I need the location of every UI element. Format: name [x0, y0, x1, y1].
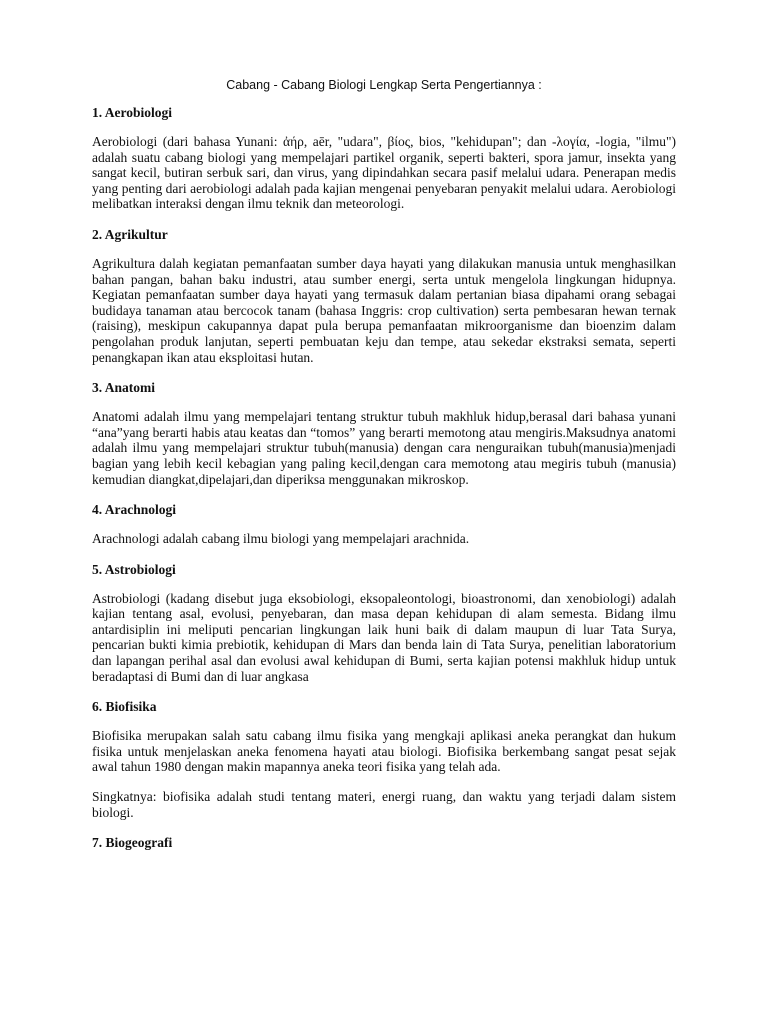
section-heading: 2. Agrikultur	[92, 226, 168, 242]
section-aerobiologi	[92, 104, 676, 212]
section-heading: 3. Anatomi	[92, 380, 156, 396]
section-paragraph: Singkatnya: biofisika adalah studi tentang materi, energi ruang, dan waktu yang terjadi dalam sistem biologi.	[92, 789, 676, 820]
document-title: Cabang - Cabang Biologi Lengkap Serta Pengertiannya :	[226, 78, 542, 92]
document-body	[92, 104, 676, 864]
section-paragraph: Agrikultura dalah kegiatan pemanfaatan sumber daya hayati yang dilakukan manusia untuk menghasilkan bahan pangan, bahan baku industri, atau sumber energi, serta untuk mengelola lingkungan hidupnya. Kegiatan pemanfaatan sumber daya hayati yang termasuk dalam pertanian biasa dipahami orang sebagai budidaya tanaman atau bercocok tanam (bahasa Inggris: crop cultivation) serta pembesaran hewan ternak (raising), meskipun cakupannya dapat pula berupa pemanfaatan mikroorganisme dan bioenzim dalam pengolahan produk lanjutan, seperti pembuatan keju dan tempe, atau sekedar ekstraksi semata, seperti penangkapan ikan atau eksploitasi hutan.	[92, 255, 676, 365]
section-biogeografi	[92, 834, 676, 851]
section-paragraph: Anatomi adalah ilmu yang mempelajari tentang struktur tubuh makhluk hidup,berasal dari bahasa yunani “ana”yang berarti habis atau keatas dan “tomos” yang berarti memotong atau mengiris.Maksudnya anatomi adalah ilmu yang mempelajari struktur tubuh(manusia) dengan cara nenguraikan tubuh(manusia)menjadi bagian yang lebih kecil kebagian yang paling kecil,dengan cara memotong atau megiris tubuh (manusia) kemudian diangkat,dipelajari,dan diperiksa menggunakan mikroskop.	[92, 409, 676, 487]
section-heading: 4. Arachnologi	[92, 502, 177, 518]
section-heading: 5. Astrobiologi	[92, 561, 176, 577]
section-heading: 7. Biogeografi	[92, 835, 173, 851]
section-biofisika	[92, 698, 676, 820]
section-paragraph: Aerobiologi (dari bahasa Yunani: ἀήρ, aēr, "udara", βίος, bios, "kehidupan"; dan -λογία, -logia, "ilmu") adalah suatu cabang biologi yang mempelajari partikel organik, seperti bakteri, spora jamur, insekta yang sangat kecil, butiran serbuk sari, dan virus, yang dipindahkan secara pasif melalui udara. Penerapan medis yang penting dari aerobiologi adalah pada kajian mengenai penyebaran penyakit melalui udara. Aerobiologi melibatkan interaksi dengan ilmu teknik dan meteorologi.	[92, 134, 676, 212]
section-anatomi	[92, 379, 676, 487]
section-agrikultur	[92, 226, 676, 365]
section-paragraph: Astrobiologi (kadang disebut juga eksobiologi, eksopaleontologi, bioastronomi, dan xenobiologi) adalah kajian tentang asal, evolusi, penyebaran, dan masa depan kehidupan di alam semesta. Bidang ilmu antardisiplin ini meliputi pencarian lingkungan laik huni baik di dalam maupun di luar Tata Surya, pencarian bukti kimia prebiotik, kehidupan di Mars dan benda lain di Tata Surya, penelitian laboratorium dan lapangan perihal asal dan evolusi awal kehidupan di Bumi, serta kajian potensi makhluk hidup untuk beradaptasi di Bumi dan di luar angkasa	[92, 590, 676, 684]
section-astrobiologi	[92, 561, 676, 685]
section-paragraph: Arachnologi adalah cabang ilmu biologi yang mempelajari arachnida.	[92, 531, 470, 547]
section-arachnologi	[92, 501, 676, 547]
section-paragraph: Biofisika merupakan salah satu cabang ilmu fisika yang mengkaji aplikasi aneka perangkat dan hukum fisika untuk menjelaskan aneka fenomena hayati atau biologi. Biofisika berkembang sangat pesat sejak awal tahun 1980 dengan makin mapannya aneka teori fisika yang telah ada.	[92, 728, 676, 775]
section-heading: 6. Biofisika	[92, 699, 157, 715]
section-heading: 1. Aerobiologi	[92, 105, 173, 120]
